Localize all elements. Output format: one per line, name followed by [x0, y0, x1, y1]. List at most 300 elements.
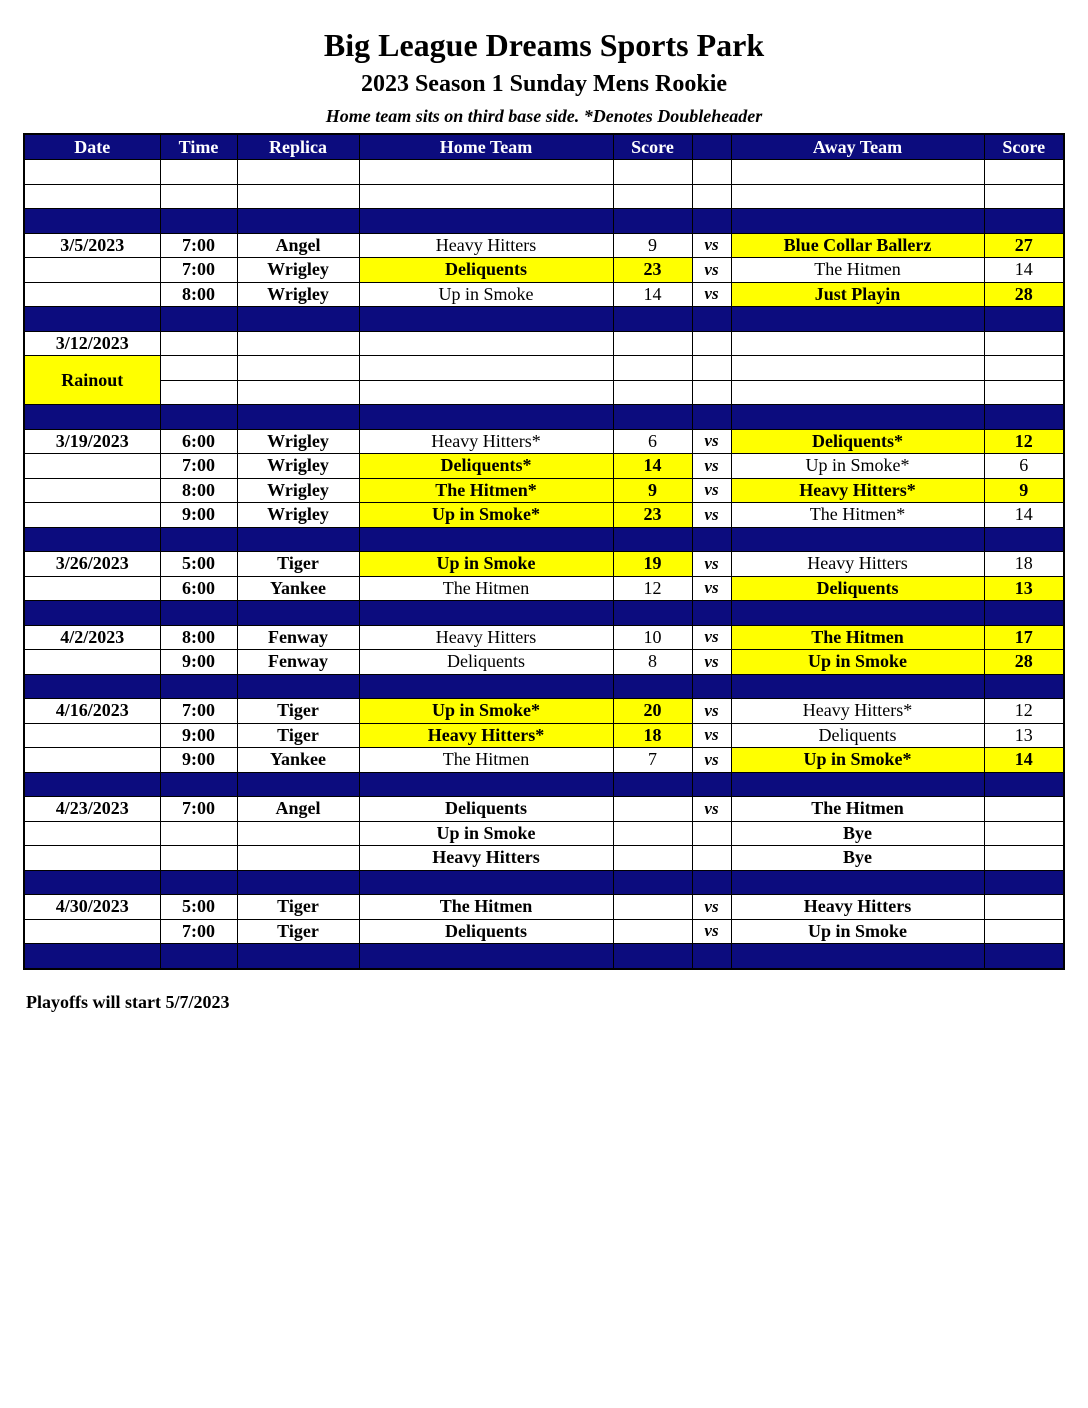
home-score-cell: 7: [613, 748, 692, 773]
empty-cell: [237, 160, 359, 185]
time-cell: 7:00: [160, 233, 237, 258]
empty-cell: [984, 380, 1064, 405]
vs-cell: vs: [692, 748, 731, 773]
home-team-cell: Deliquents: [359, 797, 613, 822]
date-cell: 4/16/2023: [24, 699, 160, 724]
away-score-cell: 13: [984, 723, 1064, 748]
away-team-cell: The Hitmen: [731, 625, 984, 650]
date-cell: [24, 821, 160, 846]
time-cell: 7:00: [160, 797, 237, 822]
separator-row: [24, 870, 1064, 895]
vs-cell: vs: [692, 895, 731, 920]
empty-cell: [731, 380, 984, 405]
away-team-cell: Up in Smoke: [731, 650, 984, 675]
empty-cell: [160, 331, 237, 356]
empty-row: [24, 380, 1064, 405]
vs-cell: vs: [692, 454, 731, 479]
table-row: [24, 233, 1064, 258]
date-cell: [24, 846, 160, 871]
empty-cell: [613, 380, 692, 405]
separator-cell: [24, 674, 160, 699]
table-row: [24, 723, 1064, 748]
vs-cell: vs: [692, 552, 731, 577]
separator-cell: [613, 527, 692, 552]
replica-cell: Angel: [237, 233, 359, 258]
away-score-cell: 14: [984, 258, 1064, 283]
date-cell: 4/30/2023: [24, 895, 160, 920]
home-score-cell: 20: [613, 699, 692, 724]
home-score-cell: 9: [613, 233, 692, 258]
away-score-cell: 17: [984, 625, 1064, 650]
date-cell: [24, 454, 160, 479]
date-cell: [24, 723, 160, 748]
table-row: [24, 625, 1064, 650]
playoffs-note: Playoffs will start 5/7/2023: [26, 992, 230, 1012]
empty-cell: [692, 160, 731, 185]
replica-cell: Fenway: [237, 650, 359, 675]
separator-cell: [160, 307, 237, 332]
empty-cell: [613, 160, 692, 185]
away-team-cell: Heavy Hitters*: [731, 699, 984, 724]
home-score-cell: [613, 919, 692, 944]
empty-cell: [613, 356, 692, 381]
separator-cell: [692, 944, 731, 969]
table-row: [24, 503, 1064, 528]
away-score-cell: 14: [984, 748, 1064, 773]
home-score-cell: 19: [613, 552, 692, 577]
separator-cell: [359, 870, 613, 895]
home-score-cell: 14: [613, 454, 692, 479]
time-cell: 7:00: [160, 454, 237, 479]
home-team-cell: Heavy Hitters*: [359, 723, 613, 748]
away-team-cell: Blue Collar Ballerz: [731, 233, 984, 258]
separator-row: [24, 405, 1064, 430]
empty-row: [24, 160, 1064, 185]
date-cell: [24, 503, 160, 528]
away-score-cell: [984, 919, 1064, 944]
separator-cell: [359, 772, 613, 797]
separator-cell: [160, 527, 237, 552]
separator-cell: [237, 601, 359, 626]
empty-cell: [692, 380, 731, 405]
home-team-cell: The Hitmen: [359, 748, 613, 773]
time-cell: 7:00: [160, 699, 237, 724]
separator-cell: [984, 601, 1064, 626]
separator-row: [24, 527, 1064, 552]
separator-cell: [731, 674, 984, 699]
home-score-cell: 23: [613, 503, 692, 528]
date-cell: 3/26/2023: [24, 552, 160, 577]
separator-cell: [984, 944, 1064, 969]
empty-cell: [359, 160, 613, 185]
separator-cell: [692, 307, 731, 332]
empty-cell: [237, 184, 359, 209]
replica-cell: Wrigley: [237, 454, 359, 479]
separator-cell: [24, 601, 160, 626]
separator-cell: [692, 870, 731, 895]
empty-cell: [237, 331, 359, 356]
away-team-cell: Bye: [731, 821, 984, 846]
date-cell: [24, 258, 160, 283]
separator-cell: [237, 674, 359, 699]
column-header-time: Time: [160, 134, 237, 160]
separator-cell: [984, 527, 1064, 552]
replica-cell: Wrigley: [237, 258, 359, 283]
replica-cell: Fenway: [237, 625, 359, 650]
time-cell: 9:00: [160, 748, 237, 773]
replica-cell: Angel: [237, 797, 359, 822]
away-score-cell: [984, 797, 1064, 822]
separator-cell: [237, 772, 359, 797]
empty-cell: [731, 160, 984, 185]
home-score-cell: 10: [613, 625, 692, 650]
empty-cell: [613, 331, 692, 356]
separator-cell: [24, 405, 160, 430]
separator-row: [24, 307, 1064, 332]
away-score-cell: 12: [984, 429, 1064, 454]
separator-cell: [359, 527, 613, 552]
separator-cell: [237, 527, 359, 552]
separator-cell: [359, 405, 613, 430]
replica-cell: Tiger: [237, 919, 359, 944]
date-cell: 3/19/2023: [24, 429, 160, 454]
away-score-cell: [984, 821, 1064, 846]
home-team-cell: Up in Smoke: [359, 282, 613, 307]
separator-cell: [237, 944, 359, 969]
separator-cell: [359, 209, 613, 234]
replica-cell: Tiger: [237, 699, 359, 724]
home-team-cell: The Hitmen: [359, 895, 613, 920]
separator-cell: [237, 405, 359, 430]
empty-cell: [613, 184, 692, 209]
time-cell: 5:00: [160, 552, 237, 577]
separator-cell: [237, 209, 359, 234]
replica-cell: Tiger: [237, 552, 359, 577]
table-row: [24, 282, 1064, 307]
time-cell: 9:00: [160, 723, 237, 748]
date-cell: 3/5/2023: [24, 233, 160, 258]
separator-cell: [24, 944, 160, 969]
separator-cell: [24, 307, 160, 332]
empty-cell: [692, 356, 731, 381]
away-team-cell: Up in Smoke: [731, 919, 984, 944]
home-team-cell: Deliquents: [359, 919, 613, 944]
separator-cell: [731, 772, 984, 797]
away-score-cell: 18: [984, 552, 1064, 577]
date-cell: [24, 650, 160, 675]
replica-cell: Yankee: [237, 748, 359, 773]
replica-cell: [237, 846, 359, 871]
away-score-cell: 28: [984, 282, 1064, 307]
home-score-cell: 12: [613, 576, 692, 601]
separator-cell: [692, 674, 731, 699]
date-cell: 4/2/2023: [24, 625, 160, 650]
date-cell: 4/23/2023: [24, 797, 160, 822]
column-header-home-score: Score: [613, 134, 692, 160]
empty-cell: [984, 160, 1064, 185]
home-score-cell: [613, 846, 692, 871]
schedule-note: Home team sits on third base side. *Denotes Doubleheader: [325, 106, 763, 126]
vs-cell: vs: [692, 233, 731, 258]
home-team-cell: Heavy Hitters: [359, 846, 613, 871]
empty-cell: [692, 184, 731, 209]
separator-cell: [160, 209, 237, 234]
replica-cell: Wrigley: [237, 478, 359, 503]
date-cell: [24, 576, 160, 601]
vs-cell: vs: [692, 258, 731, 283]
home-team-cell: Up in Smoke: [359, 821, 613, 846]
date-cell: [24, 478, 160, 503]
away-score-cell: 14: [984, 503, 1064, 528]
empty-cell: [359, 380, 613, 405]
separator-cell: [613, 944, 692, 969]
separator-cell: [731, 944, 984, 969]
empty-cell: [731, 356, 984, 381]
separator-cell: [984, 674, 1064, 699]
empty-cell: [237, 356, 359, 381]
vs-cell: vs: [692, 576, 731, 601]
home-score-cell: 9: [613, 478, 692, 503]
home-score-cell: 23: [613, 258, 692, 283]
table-row: [24, 429, 1064, 454]
empty-cell: [984, 331, 1064, 356]
empty-cell: [731, 184, 984, 209]
empty-cell: [984, 184, 1064, 209]
separator-cell: [237, 307, 359, 332]
column-header-home-team: Home Team: [359, 134, 613, 160]
empty-cell: [160, 356, 237, 381]
empty-cell: [160, 380, 237, 405]
separator-cell: [984, 405, 1064, 430]
time-cell: [160, 821, 237, 846]
empty-cell: [24, 160, 160, 185]
separator-cell: [731, 601, 984, 626]
table-row: [24, 919, 1064, 944]
home-score-cell: [613, 821, 692, 846]
away-team-cell: Deliquents*: [731, 429, 984, 454]
vs-cell: vs: [692, 282, 731, 307]
time-cell: 6:00: [160, 429, 237, 454]
empty-cell: [731, 331, 984, 356]
table-row: [24, 821, 1064, 846]
table-row: [24, 846, 1064, 871]
replica-cell: Wrigley: [237, 429, 359, 454]
separator-cell: [359, 307, 613, 332]
separator-cell: [692, 772, 731, 797]
separator-cell: [731, 405, 984, 430]
replica-cell: [237, 821, 359, 846]
away-score-cell: 12: [984, 699, 1064, 724]
separator-row: [24, 772, 1064, 797]
away-score-cell: 28: [984, 650, 1064, 675]
column-header-away-score: Score: [984, 134, 1064, 160]
vs-cell: vs: [692, 478, 731, 503]
home-team-cell: Heavy Hitters: [359, 625, 613, 650]
page-title: Big League Dreams Sports Park: [323, 27, 765, 63]
replica-cell: Tiger: [237, 723, 359, 748]
table-row: [24, 478, 1064, 503]
away-score-cell: [984, 846, 1064, 871]
away-team-cell: Heavy Hitters: [731, 895, 984, 920]
home-team-cell: Heavy Hitters*: [359, 429, 613, 454]
vs-cell: vs: [692, 797, 731, 822]
empty-cell: [359, 331, 613, 356]
schedule-table: [23, 133, 1065, 970]
replica-cell: Wrigley: [237, 503, 359, 528]
home-score-cell: 8: [613, 650, 692, 675]
separator-cell: [359, 674, 613, 699]
separator-cell: [613, 405, 692, 430]
separator-cell: [359, 944, 613, 969]
home-score-cell: 18: [613, 723, 692, 748]
table-row: [24, 454, 1064, 479]
time-cell: 8:00: [160, 625, 237, 650]
home-team-cell: The Hitmen*: [359, 478, 613, 503]
empty-cell: [359, 356, 613, 381]
separator-cell: [24, 209, 160, 234]
home-team-cell: Deliquents: [359, 650, 613, 675]
table-row: [24, 650, 1064, 675]
season-subtitle: 2023 Season 1 Sunday Mens Rookie: [360, 71, 728, 97]
separator-cell: [613, 209, 692, 234]
away-team-cell: Deliquents: [731, 576, 984, 601]
away-score-cell: 6: [984, 454, 1064, 479]
empty-cell: [160, 160, 237, 185]
separator-cell: [24, 772, 160, 797]
table-row: [24, 331, 1064, 356]
separator-cell: [160, 944, 237, 969]
separator-cell: [613, 601, 692, 626]
table-row: [24, 797, 1064, 822]
column-header-away-team: Away Team: [731, 134, 984, 160]
home-score-cell: 6: [613, 429, 692, 454]
away-team-cell: Up in Smoke*: [731, 748, 984, 773]
home-team-cell: Deliquents*: [359, 454, 613, 479]
separator-cell: [160, 870, 237, 895]
date-cell: [24, 282, 160, 307]
home-team-cell: Up in Smoke*: [359, 503, 613, 528]
separator-cell: [613, 307, 692, 332]
separator-cell: [731, 527, 984, 552]
replica-cell: Yankee: [237, 576, 359, 601]
time-cell: 9:00: [160, 503, 237, 528]
home-score-cell: [613, 895, 692, 920]
column-header-vs: [692, 134, 731, 160]
vs-cell: vs: [692, 429, 731, 454]
separator-cell: [984, 772, 1064, 797]
home-score-cell: [613, 797, 692, 822]
time-cell: 9:00: [160, 650, 237, 675]
separator-cell: [613, 870, 692, 895]
separator-cell: [984, 870, 1064, 895]
away-team-cell: The Hitmen: [731, 797, 984, 822]
date-cell: [24, 919, 160, 944]
separator-cell: [237, 870, 359, 895]
away-team-cell: Heavy Hitters*: [731, 478, 984, 503]
header-row: [24, 134, 1064, 160]
empty-cell: [237, 380, 359, 405]
table-row: [24, 748, 1064, 773]
table-row: [24, 258, 1064, 283]
away-team-cell: The Hitmen: [731, 258, 984, 283]
schedule-body: [24, 160, 1064, 969]
separator-cell: [160, 405, 237, 430]
table-row: [24, 895, 1064, 920]
rainout-badge: Rainout: [24, 356, 160, 405]
date-cell: [24, 748, 160, 773]
empty-cell: [984, 356, 1064, 381]
separator-cell: [731, 307, 984, 332]
separator-cell: [24, 870, 160, 895]
vs-cell: vs: [692, 919, 731, 944]
table-row: [24, 576, 1064, 601]
separator-cell: [692, 527, 731, 552]
home-team-cell: Heavy Hitters: [359, 233, 613, 258]
separator-cell: [731, 870, 984, 895]
time-cell: 6:00: [160, 576, 237, 601]
separator-cell: [160, 674, 237, 699]
empty-cell: [24, 184, 160, 209]
away-team-cell: Bye: [731, 846, 984, 871]
away-team-cell: The Hitmen*: [731, 503, 984, 528]
time-cell: 8:00: [160, 478, 237, 503]
table-row: [24, 552, 1064, 577]
separator-cell: [613, 772, 692, 797]
replica-cell: Wrigley: [237, 282, 359, 307]
away-score-cell: 27: [984, 233, 1064, 258]
separator-cell: [692, 209, 731, 234]
separator-cell: [613, 674, 692, 699]
empty-cell: [692, 331, 731, 356]
away-score-cell: 9: [984, 478, 1064, 503]
home-team-cell: The Hitmen: [359, 576, 613, 601]
time-cell: [160, 846, 237, 871]
away-score-cell: 13: [984, 576, 1064, 601]
empty-row: [24, 184, 1064, 209]
vs-cell: vs: [692, 503, 731, 528]
away-score-cell: [984, 895, 1064, 920]
separator-row: [24, 944, 1064, 969]
vs-cell: [692, 846, 731, 871]
home-team-cell: Up in Smoke: [359, 552, 613, 577]
away-team-cell: Heavy Hitters: [731, 552, 984, 577]
separator-cell: [160, 772, 237, 797]
home-score-cell: 14: [613, 282, 692, 307]
separator-row: [24, 209, 1064, 234]
time-cell: 8:00: [160, 282, 237, 307]
empty-cell: [359, 184, 613, 209]
replica-cell: Tiger: [237, 895, 359, 920]
separator-row: [24, 674, 1064, 699]
table-row: [24, 356, 1064, 381]
separator-cell: [692, 601, 731, 626]
separator-row: [24, 601, 1064, 626]
separator-cell: [692, 405, 731, 430]
vs-cell: vs: [692, 723, 731, 748]
separator-cell: [731, 209, 984, 234]
away-team-cell: Deliquents: [731, 723, 984, 748]
empty-cell: [160, 184, 237, 209]
vs-cell: vs: [692, 699, 731, 724]
time-cell: 7:00: [160, 919, 237, 944]
column-header-date: Date: [24, 134, 160, 160]
table-row: [24, 699, 1064, 724]
separator-cell: [359, 601, 613, 626]
date-cell: 3/12/2023: [24, 331, 160, 356]
home-team-cell: Up in Smoke*: [359, 699, 613, 724]
separator-cell: [984, 307, 1064, 332]
time-cell: 7:00: [160, 258, 237, 283]
